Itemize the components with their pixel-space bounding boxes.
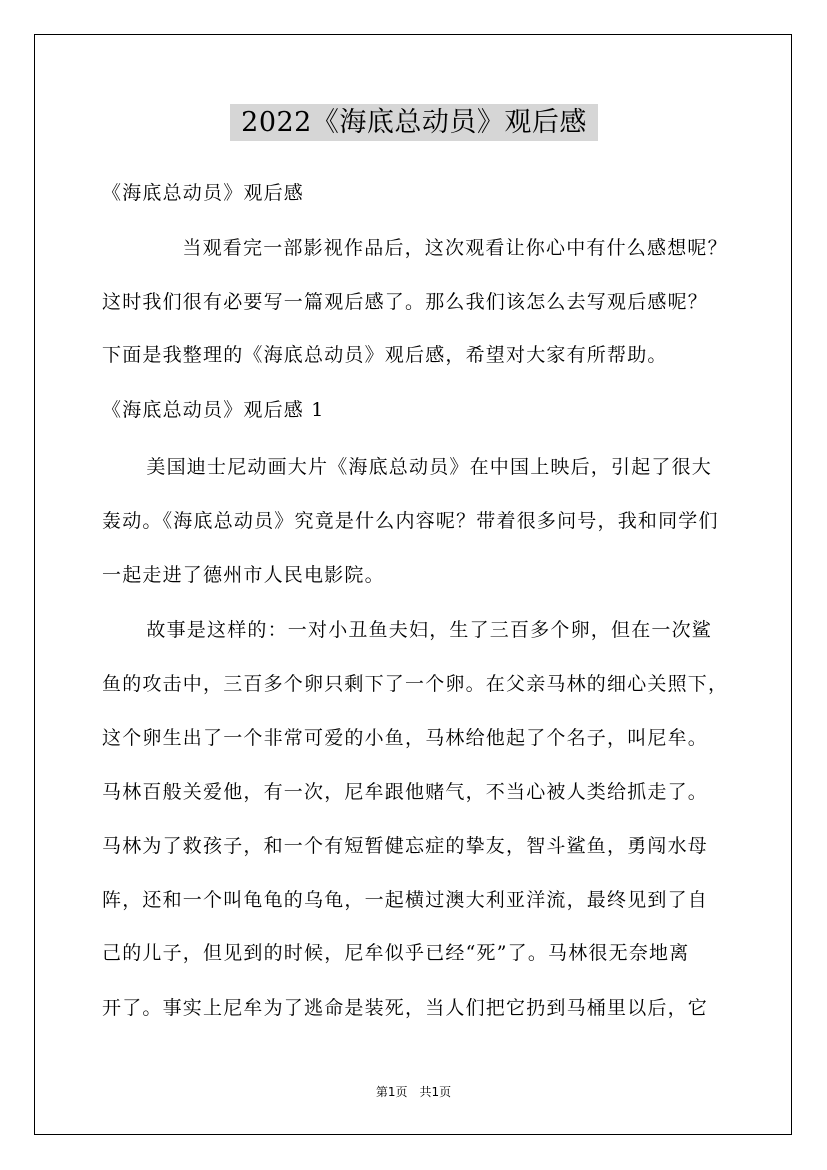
body-line: 故事是这样的：一对小丑鱼夫妇，生了三百多个卵，但在一次鲨	[106, 619, 713, 641]
body-line: 美国迪士尼动画大片《海底总动员》在中国上映后，引起了很大	[106, 456, 713, 478]
section-heading: 《海底总动员》观后感 1	[102, 399, 325, 421]
body-line: 马林百般关爱他，有一次，尼牟跟他赌气，不当心被人类给抓走了。	[102, 781, 709, 803]
body-line: 开了。事实上尼牟为了逃命是装死，当人们把它扔到马桶里以后，它	[102, 997, 709, 1019]
body-line: 己的儿子，但见到的时候，尼牟似乎已经“死”了。马林很无奈地离	[102, 942, 690, 964]
page-footer: 第1页 共1页	[375, 1085, 452, 1099]
body-line: 下面是我整理的《海底总动员》观后感，希望对大家有所帮助。	[102, 344, 668, 366]
body-line: 鱼的攻击中，三百多个卵只剩下了一个卵。在父亲马林的细心关照下，	[102, 673, 729, 695]
subtitle-line: 《海底总动员》观后感	[102, 182, 305, 204]
body-line: 一起走进了德州市人民电影院。	[102, 564, 385, 586]
body-line: 马林为了救孩子，和一个有短暂健忘症的挚友，智斗鲨鱼，勇闯水母	[102, 835, 709, 857]
body-line: 当观看完一部影视作品后，这次观看让你心中有什么感想呢？	[142, 237, 728, 259]
body-line: 这个卵生出了一个非常可爱的小鱼，马林给他起了个名子，叫尼牟。	[102, 727, 709, 749]
body-line: 这时我们很有必要写一篇观后感了。那么我们该怎么去写观后感呢？	[102, 291, 709, 313]
document-title: 2022《海底总动员》观后感	[230, 104, 598, 141]
body-line: 轰动。《海底总动员》究竟是什么内容呢？带着很多问号，我和同学们	[102, 510, 719, 532]
body-line: 阵，还和一个叫龟龟的乌龟，一起横过澳大利亚洋流，最终见到了自	[102, 889, 709, 911]
